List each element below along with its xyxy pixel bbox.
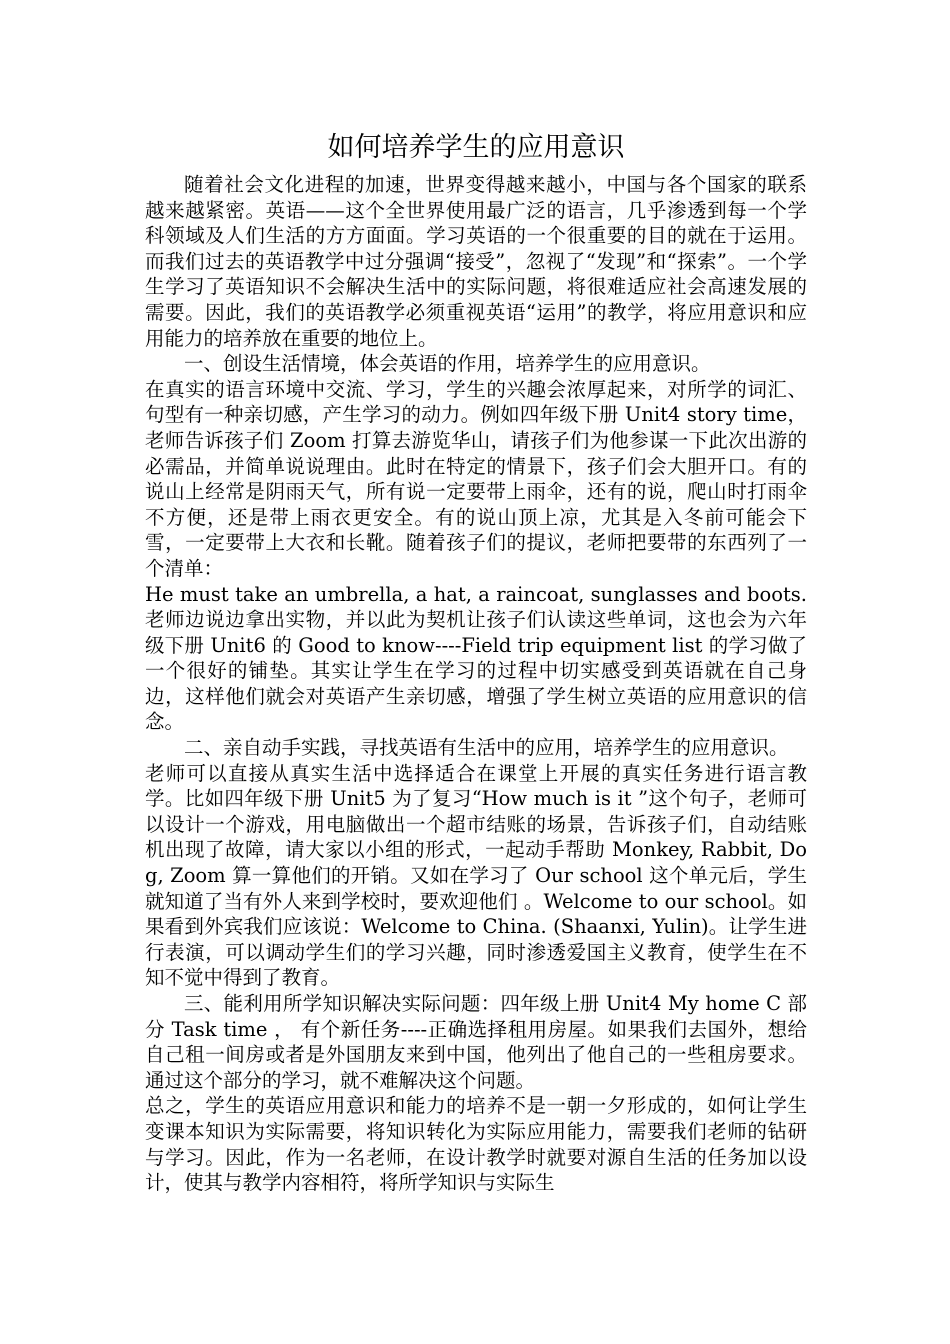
document-body: [145, 172, 807, 1196]
paragraph-section-3: 三、能利用所学知识解决实际问题：四年级上册 Unit4 My home C 部分 Task time ， 有个新任务----正确选择租用房屋。如果我们去国外，想给自己租一间房或者是外国朋友来到中国，他列出了他自己的一些租房要求。通过这个部分的学习，就不难解决这个问题。: [145, 992, 807, 1092]
paragraph-section-1-continued: He must take an umbrella, a hat, a raincoat, sunglasses and boots. 老师边说边拿出实物，并以此为契机让孩子们认读这些单词，这也会为六年级下册 Unit6 的 Good to know----Field trip equipment list 的学习做了一个很好的铺垫。其实让学生在学习的过程中切实感受到英语就在自己身边，这样他们就会对英语产生亲切感，增强了学生树立英语的应用意识的信念。: [145, 582, 807, 734]
document-page: [145, 128, 807, 1196]
document-title: 如何培养学生的应用意识: [327, 132, 625, 163]
paragraph-section-1-body: 在真实的语言环境中交流、学习，学生的兴趣会浓厚起来，对所学的词汇、句型有一种亲切感，产生学习的动力。例如四年级下册 Unit4 story time，老师告诉孩子们 Zoom 打算去游览华山，请孩子们为他参谋一下此次出游的必需品，并简单说说理由。此时在特定的情景下，孩子们会大胆开口。有的说山上经常是阴雨天气，所有说一定要带上雨伞，还有的说，爬山时打雨伞不方便，还是带上雨衣更安全。有的说山顶上凉，尤其是入冬前可能会下雪，一定要带上大衣和长靴。随着孩子们的提议，老师把要带的东西列了一个清单：: [145, 377, 807, 580]
paragraph-intro: 随着社会文化进程的加速，世界变得越来越小，中国与各个国家的联系越来越紧密。英语——这个全世界使用最广泛的语言，几乎渗透到每一个学科领域及人们生活的方方面面。学习英语的一个很重要的目的就在于运用。而我们过去的英语教学中过分强调“接受”，忽视了“发现”和“探索”。一个学生学习了英语知识不会解决生活中的实际问题，将很难适应社会高速发展的需要。因此，我们的英语教学必须重视英语“运用”的教学，将应用意识和应用能力的培养放在重要的地位上。: [145, 173, 807, 350]
heading-section-1: 一、创设生活情境，体会英语的作用，培养学生的应用意识。: [184, 352, 711, 376]
paragraph-section-2-body: 老师可以直接从真实生活中选择适合在课堂上开展的真实任务进行语言教学。比如四年级下册 Unit5 为了复习“How much is it ”这个句子，老师可以设计一个游戏，用电脑做出一个超市结账的场景，告诉孩子们，自动结账机出现了故障，请大家以小组的形式，一起动手帮助 Monkey, Rabbit, Dog, Zoom 算一算他们的开销。又如在学习了 Our school 这个单元后，学生就知道了当有外人来到学校时，要欢迎他们 。Welcome to our school。如果看到外宾我们应该说：Welcome to China. (Shaanxi, Yulin)。让学生进行表演，可以调动学生们的学习兴趣，同时渗透爱国主义教育，使学生在不知不觉中得到了教育。: [145, 761, 807, 990]
heading-section-2: 二、亲自动手实践，寻找英语有生活中的应用，培养学生的应用意识。: [184, 736, 789, 760]
paragraph-conclusion: 总之，学生的英语应用意识和能力的培养不是一朝一夕形成的，如何让学生变课本知识为实际需要，将知识转化为实际应用能力，需要我们老师的钻研与学习。因此，作为一名老师，在设计教学时就要对源自生活的任务加以设计，使其与教学内容相符，将所学知识与实际生: [145, 1094, 807, 1195]
